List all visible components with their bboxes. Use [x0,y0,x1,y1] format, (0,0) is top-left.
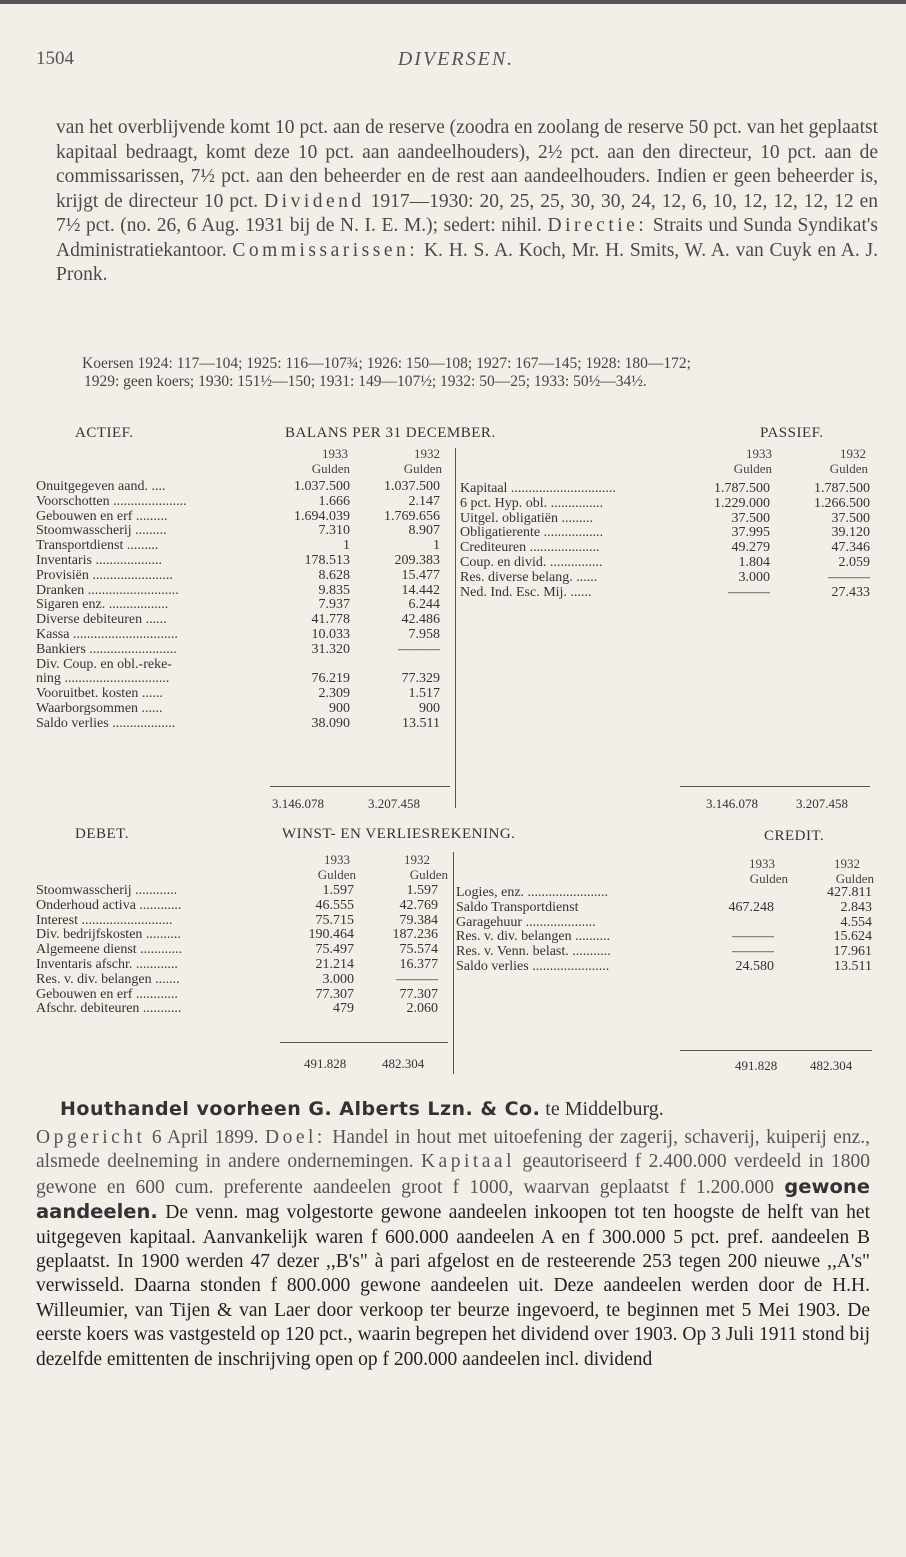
intro-paragraph [56,116,878,288]
actief-row-1933: 1.666 [318,493,350,509]
debet-row-1932: ——— [396,971,438,987]
passief-row [460,512,870,527]
winst-divider [453,852,454,1074]
actief-row [36,554,446,569]
actief-row-1933: 7.310 [318,523,350,539]
passief-row-1933: 3.000 [738,569,770,585]
balans-title: BALANS PER 31 DECEMBER. [285,425,496,441]
winst-right-rule [680,1050,872,1051]
actief-row-1933: 8.628 [318,567,350,583]
passief-row-1933: 1.804 [738,554,770,570]
actief-row-1932: 1.517 [408,686,440,702]
gewone-aandeelen-label: gewone aandeelen. [36,1174,870,1224]
credit-row-1932: 4.554 [840,914,872,930]
actief-row-1932: ——— [398,641,440,657]
credit-row-1932: 17.961 [833,944,872,960]
passief-row-label: Kapitaal .............................. [460,482,616,496]
passief-row-1932: 47.346 [831,540,870,556]
credit-row-1932: 427.811 [827,885,872,900]
credit-title: CREDIT. [764,828,825,844]
company-heading [60,1098,880,1121]
passief-row-1933: 37.500 [731,510,770,526]
actief-row [36,717,446,732]
debet-row-label: Stoomwasscherij ............ [36,884,178,898]
company-text-1: 6 April 1899. [145,1127,265,1148]
balans-left-year-2: 1932 [414,446,440,461]
passief-row-label: Ned. Ind. Esc. Mij. ...... [460,585,592,600]
actief-row-1933: 10.033 [311,626,350,642]
actief-row-1933: 900 [329,700,350,716]
actief-row-1933: 1.037.500 [294,479,350,494]
debet-row-label: Res. v. div. belangen ....... [36,972,180,987]
actief-title: ACTIEF. [75,425,134,441]
actief-row [36,643,446,658]
passief-row [460,497,870,512]
intro-text-1: van het overblijvende komt 10 pct. aan de reserve (zoodra en zoolang de reserve 50 pct. van het geplaatst kapitaal bedraagt, komt deze 10 pct. aan aandeelhouders), 2½ pct. aan den directeur, 10 pct. aan de commissarissen, 7½ pct. aan den beheerder en de rest aan aandeelhouders. Indien er geen beheerder is, krijgt de directeur 10 pct. [56,117,878,212]
winst-right-total-1932: 482.304 [810,1058,853,1073]
intro-text-4: K. H. S. A. Koch, Mr. H. Smits, W. A. van Cuyk en A. J. Pronk. [56,239,878,285]
actief-row-1933: 7.937 [318,597,350,613]
actief-row-1932: 6.244 [408,597,440,613]
page-header [36,48,876,78]
actief-row-1932: 900 [419,700,440,716]
credit-row [456,901,874,916]
balans-right-year-2: 1932 [840,446,866,461]
passief-row-1932: 27.433 [831,584,870,600]
balans-right-total-1933: 3.146.078 [706,796,758,811]
winst-left-rule [280,1042,448,1043]
debet-row-1932: 16.377 [399,956,438,972]
actief-row [36,584,446,599]
actief-row-label: Div. Coup. en obl.-reke- [36,657,172,672]
actief-row-label: Voorschotten ..................... [36,494,187,509]
actief-row [36,702,446,717]
passief-row-1933: ——— [728,584,770,600]
debet-row [36,943,446,958]
debet-row-1932: 77.307 [399,986,438,1002]
actief-row-1932: 13.511 [402,715,440,731]
passief-table [460,482,870,600]
actief-row [36,672,446,687]
winst-left-total-1933: 491.828 [304,1056,347,1071]
commissarissen-label: Commissarissen: [232,239,419,261]
passief-row-1932: 1.787.500 [814,481,870,496]
actief-row-label: Diverse debiteuren ...... [36,613,167,628]
actief-row-label: Inventaris ................... [36,553,162,568]
winst-right-total-1933: 491.828 [735,1058,778,1073]
actief-row [36,569,446,584]
actief-row-1933: 31.320 [311,641,350,657]
balans-right-rule [680,786,870,787]
company-paragraph [36,1126,870,1372]
balans-right-unit-2: Gulden [829,461,868,476]
actief-row-label: Sigaren enz. ................. [36,598,169,613]
opgericht-label: Opgericht [36,1127,146,1148]
debet-row [36,884,446,899]
debet-row-1932: 2.060 [406,1001,438,1017]
actief-row-1932: 15.477 [401,567,440,583]
balans-left-total-1932: 3.207.458 [368,796,420,811]
company-text-4: De venn. mag volgestorte gewone aandeelen inkoopen tot ten hoogste de helft van het uitgegeven kapitaal. Aanvankelijk waren f 600.000 aandeelen A en f 300.000 5 pct. pref. aandeelen B geplaatst. In 1900 werden 47 dezer ,,B's" à pari afgelost en de resteerende 253 tegen 200 nieuwe ,,A's" verwisseld. Daarna stonden f 800.000 gewone aandeelen uit. Deze aandeelen werden door de H.H. Willeumier, van Tijen & van Laer door verkoop ter beurze ingevoerd, te beginnen met 5 Mei 1903. De eerste koers was vastgesteld op 120 pct., waarin begrepen het dividend over 1903. Op 3 Juli 1911 stond bij dezelfde emittenten de inschrijving open op f 200.000 aandeelen incl. dividend [36,1202,870,1370]
credit-row-label: Res. v. Venn. belast. ........... [456,945,611,960]
dividend-label: Dividend [264,190,365,212]
company-name: Houthandel voorheen G. Alberts Lzn. & Co. [60,1098,541,1120]
koersen-line-1: Koersen 1924: 117—104; 1925: 116—107¾; 1926: 150—108; 1927: 167—145; 1928: 180—172; [82,355,691,372]
actief-row-label: Stoomwasscherij ......... [36,524,167,539]
winst-right-unit-1: Gulden [749,871,788,886]
debet-row-label: Onderhoud activa ............ [36,898,182,913]
passief-row [460,586,870,601]
credit-row-label: Saldo verlies ...................... [456,959,610,974]
balans-left-unit-1: Gulden [311,461,350,476]
actief-table [36,480,446,732]
debet-row-1932: 79.384 [399,912,438,928]
passief-row-label: Uitgel. obligatiën ......... [460,511,593,526]
directie-label: Directie: [547,215,648,236]
credit-row-label: Saldo Transportdienst [456,900,579,915]
koersen-block [82,355,882,391]
actief-row-1932: 77.329 [401,671,440,687]
debet-row-label: Afschr. debiteuren ........... [36,1002,182,1017]
actief-row-label: Transportdienst ......... [36,539,159,554]
debet-row-label: Gebouwen en erf ............ [36,987,178,1002]
debet-row-label: Interest .......................... [36,913,173,928]
actief-row-label: Onuitgegeven aand. .... [36,480,166,494]
winst-left-unit-1: Gulden [317,867,356,882]
credit-row-1932: 15.624 [833,929,872,945]
actief-row-label: Waarborgsommen ...... [36,701,163,716]
balans-left-total-1933: 3.146.078 [272,796,324,811]
debet-title: DEBET. [75,826,129,842]
debet-row [36,988,446,1003]
credit-table [456,886,874,975]
actief-row-label: ning .............................. [36,672,170,687]
page-number: 1504 [36,48,74,69]
debet-row-1933: 479 [333,1001,354,1017]
winst-left-year-2: 1932 [404,852,430,867]
debet-row-1933: 21.214 [315,956,354,972]
actief-row-1933: 41.778 [311,612,350,628]
passief-row-label: Coup. en divid. ............... [460,555,603,570]
actief-row [36,613,446,628]
actief-row [36,628,446,643]
actief-row-1933: 178.513 [304,552,350,568]
top-border [0,0,906,4]
debet-row [36,973,446,988]
passief-row-label: Crediteuren .................... [460,541,600,556]
actief-row-1932: 209.383 [394,552,440,568]
debet-row-1933: 3.000 [322,971,354,987]
balans-right-unit-1: Gulden [733,461,772,476]
credit-row-1933: 24.580 [735,958,774,974]
actief-row-1933: 2.309 [318,686,350,702]
actief-row [36,687,446,702]
debet-table [36,884,446,1017]
debet-row-1933: 75.715 [315,912,354,928]
debet-row [36,958,446,973]
actief-row-label: Gebouwen en erf ......... [36,509,168,524]
credit-row [456,960,874,975]
credit-row-label: Garagehuur .................... [456,915,596,930]
debet-row-1933: 190.464 [308,927,354,943]
credit-row [456,930,874,945]
debet-row-1933: 77.307 [315,986,354,1002]
passief-row [460,571,870,586]
actief-row-label: Vooruitbet. kosten ...... [36,687,163,702]
kapitaal-label: Kapitaal [420,1151,516,1173]
running-head: DIVERSEN. [397,48,515,70]
debet-row-1932: 75.574 [399,942,438,958]
passief-row-1933: 37.995 [731,525,770,541]
credit-row-1933: ——— [732,944,774,960]
passief-row-1932: ——— [828,569,870,585]
debet-row [36,914,446,929]
actief-row [36,495,446,510]
actief-row-1932: 1 [433,538,440,554]
balans-left-year-1: 1933 [322,446,348,461]
actief-row [36,658,446,673]
actief-row-1932: 8.907 [408,523,440,539]
actief-row [36,598,446,613]
passief-row-label: 6 pct. Hyp. obl. ............... [460,496,604,511]
passief-row-1933: 1.229.000 [714,495,770,511]
passief-row-1932: 39.120 [831,525,870,541]
debet-row-label: Inventaris afschr. ............ [36,957,178,972]
actief-row-label: Provisiën ....................... [36,568,173,583]
passief-row [460,541,870,556]
company-text-2: Handel in hout met uitoefening der zagerij, schaverij, kuiperij enz., alsmede deelneming in andere ondernemingen. [36,1127,870,1173]
passief-row-1933: 49.279 [731,540,770,556]
company-location: te Middelburg. [540,1098,664,1120]
actief-row-1932: 42.486 [401,612,440,628]
debet-row [36,899,446,914]
actief-row-1932: 7.958 [408,626,440,642]
credit-row-1933: ——— [732,929,774,945]
doel-label: Doel: [264,1127,326,1148]
company-text-3: geautoriseerd f 2.400.000 verdeeld in 1800 gewone en 600 cum. preferente aandeelen groot f 1000, waarvan geplaatst f 1.200.000 [36,1151,870,1198]
winst-left-total-1932: 482.304 [382,1056,425,1071]
actief-row-1933: 1 [343,538,350,554]
debet-row [36,928,446,943]
balans-left-unit-2: Gulden [403,461,442,476]
passief-row [460,556,870,571]
passief-row-1932: 2.059 [838,554,870,570]
credit-row-1932: 13.511 [834,958,872,974]
credit-row [456,916,874,931]
passief-row-label: Res. diverse belang. ...... [460,570,598,585]
actief-row [36,480,446,495]
balans-left-rule [270,786,450,787]
actief-row-label: Saldo verlies .................. [36,716,176,731]
winst-left-year-1: 1933 [324,852,350,867]
actief-row-label: Dranken .......................... [36,583,179,598]
debet-row-1932: 42.769 [399,897,438,913]
koersen-line-2: 1929: geen koers; 1930: 151½—150; 1931: 149—107½; 1932: 50—25; 1933: 50½—34½. [84,373,647,390]
actief-row-1933: 76.219 [311,671,350,687]
credit-row [456,945,874,960]
credit-row-1933: 467.248 [728,899,774,915]
passief-row-1933: 1.787.500 [714,481,770,496]
credit-row [456,886,874,901]
passief-row-label: Obligatierente ................. [460,526,604,541]
credit-row-label: Logies, enz. ....................... [456,886,609,900]
debet-row-1933: 75.497 [315,942,354,958]
winst-title: WINST- EN VERLIESREKENING. [282,826,516,842]
passief-row [460,482,870,497]
actief-row-1933: 9.835 [318,582,350,598]
passief-title: PASSIEF. [760,425,824,441]
actief-row-label: Kassa .............................. [36,627,178,642]
actief-row [36,539,446,554]
actief-row-1932: 1.037.500 [384,479,440,494]
actief-row [36,524,446,539]
actief-row-1932: 14.442 [401,582,440,598]
debet-row [36,1002,446,1017]
winst-right-unit-2: Gulden [835,871,874,886]
debet-row-label: Algemeene dienst ............ [36,943,183,958]
passief-row [460,526,870,541]
passief-row-1932: 37.500 [831,510,870,526]
credit-row-label: Res. v. div. belangen .......... [456,930,611,945]
debet-row-1933: 46.555 [315,897,354,913]
intro-text-2: 1917—1930: 20, 25, 25, 30, 30, 24, 12, 6, 10, 12, 12, 12, 12 en 7½ pct. (no. 26, 6 Aug. 1931 bij de N. I. E. M.); sedert: nihil. [56,190,879,236]
winst-right-year-2: 1932 [834,856,860,871]
actief-row-1933: 38.090 [311,715,350,731]
actief-row-label: Bankiers ......................... [36,642,177,657]
debet-row-1932: 187.236 [392,927,438,943]
debet-row-1933: 1.597 [322,883,354,898]
passief-row-1932: 1.266.500 [814,495,870,511]
intro-text-3: Straits und Sunda Syndikat's Administratiekantoor. [56,215,878,261]
debet-row-label: Div. bedrijfskosten .......... [36,928,181,943]
actief-row-1932: 1.769.656 [384,508,440,524]
credit-row-1932: 2.843 [840,899,872,915]
balans-right-year-1: 1933 [746,446,772,461]
debet-row-1932: 1.597 [406,883,438,898]
balans-right-total-1932: 3.207.458 [796,796,848,811]
winst-right-year-1: 1933 [749,856,775,871]
actief-row-1933: 1.694.039 [294,508,350,524]
winst-left-unit-2: Gulden [409,867,448,882]
balans-divider [455,448,456,808]
actief-row [36,510,446,525]
actief-row-1932: 2.147 [408,493,440,509]
